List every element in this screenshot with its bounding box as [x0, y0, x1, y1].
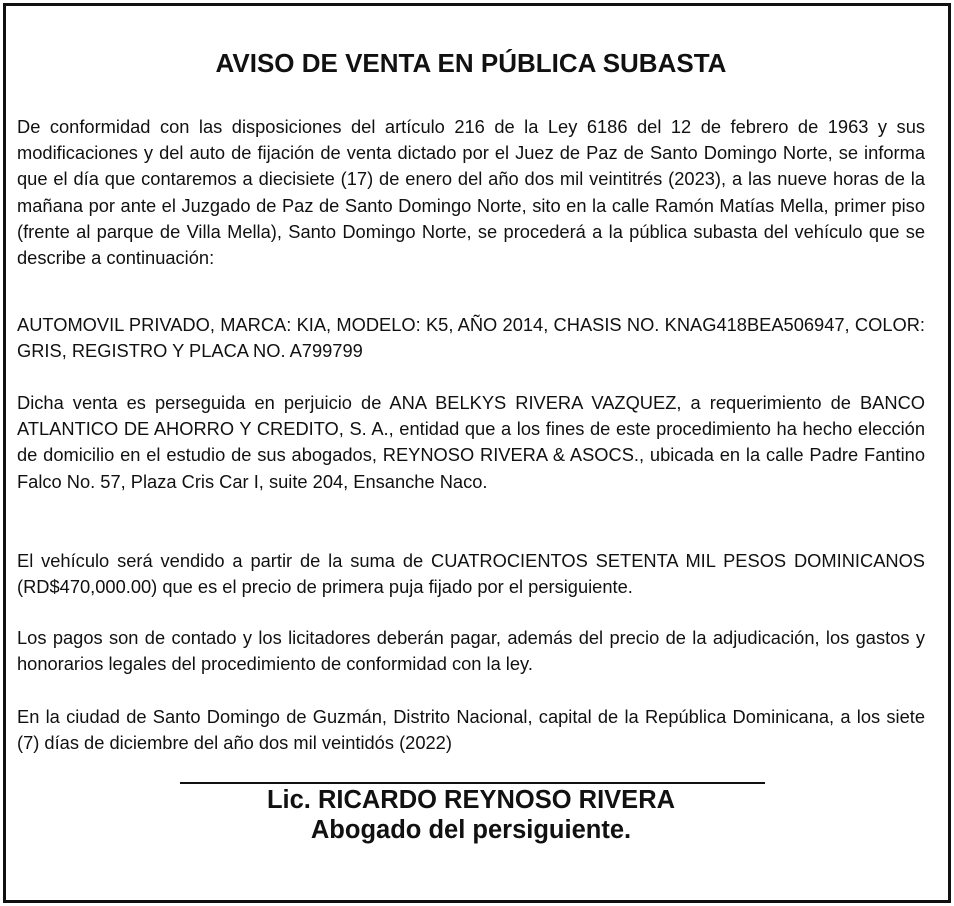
signature-role: Abogado del persiguiente.: [310, 816, 632, 844]
signature-line: [180, 782, 765, 784]
paragraph-vehicle-description: AUTOMOVIL PRIVADO, MARCA: KIA, MODELO: K5, AÑO 2014, CHASIS NO. KNAG418BEA506947, COLOR: GRIS, REGISTRO Y PLACA NO. A799799: [17, 314, 925, 362]
signature-name: Lic. RICARDO REYNOSO RIVERA: [266, 786, 676, 814]
paragraph-place-date: En la ciudad de Santo Domingo de Guzmán, Distrito Nacional, capital de la República Dominicana, a los siete (7) días de diciembre del año dos mil veintidós (2022): [17, 706, 925, 754]
paragraph-auction-details: De conformidad con las disposiciones del artículo 216 de la Ley 6186 del 12 de febrero de 1963 y sus modificaciones y del auto de fijación de venta dictado por el Juez de Paz de Santo Domingo Norte, se informa que el día que contaremos a diecisiete (17) de enero del año dos mil veintitrés (2023), a las nueve horas de la mañana por ante el Juzgado de Paz de Santo Domingo Norte, sito en la calle Ramón Matías Mella, primer piso (frente al parque de Villa Mella), Santo Domingo Norte, se procederá a la pública subasta del vehículo que se describe a continuación:: [17, 116, 925, 269]
paragraph-payment-terms: Los pagos son de contado y los licitadores deberán pagar, además del precio de la adjudicación, los gastos y honorarios legales del procedimiento de conformidad con la ley.: [17, 627, 925, 675]
paragraph-starting-price: El vehículo será vendido a partir de la suma de CUATROCIENTOS SETENTA MIL PESOS DOMINICANOS (RD$470,000.00) que es el precio de primera puja fijado por el persiguiente.: [17, 550, 925, 598]
paragraph-parties: Dicha venta es perseguida en perjuicio de ANA BELKYS RIVERA VAZQUEZ, a requerimiento de BANCO ATLANTICO DE AHORRO Y CREDITO, S. A., entidad que a los fines de este procedimiento ha hecho elección de domicilio en el estudio de sus abogados, REYNOSO RIVERA & ASOCS., ubicada en la calle Padre Fantino Falco No. 57, Plaza Cris Car I, suite 204, Ensanche Naco.: [17, 392, 925, 492]
notice-title: AVISO DE VENTA EN PÚBLICA SUBASTA: [215, 48, 727, 78]
